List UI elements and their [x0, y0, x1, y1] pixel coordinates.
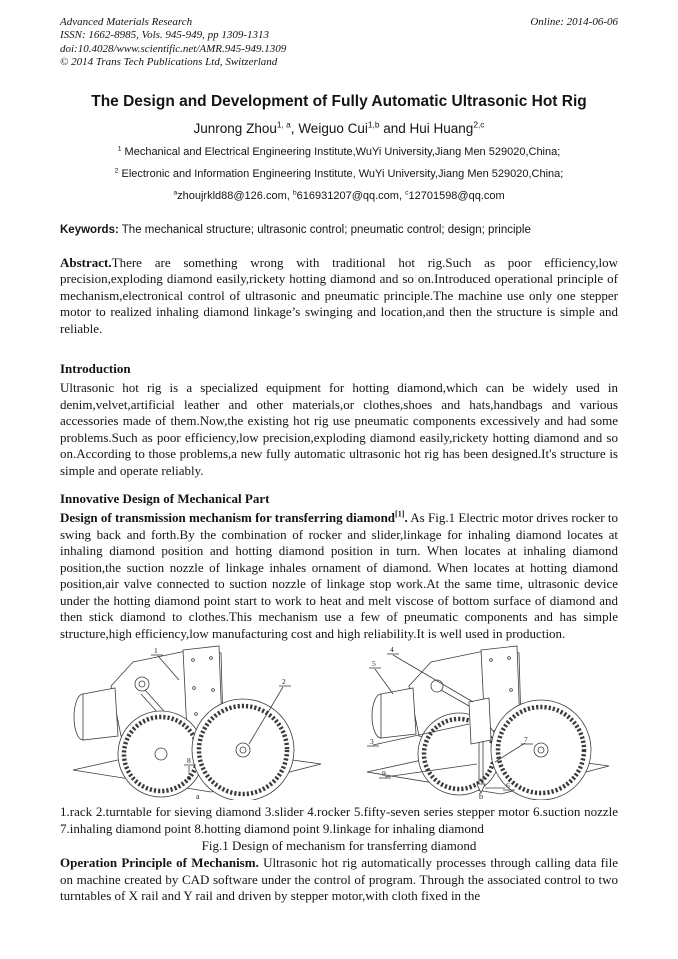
design-lead-period: . [404, 510, 408, 526]
design-paragraph [60, 510, 618, 642]
journal-header-left [60, 16, 286, 70]
callout-stepper-motor-number: 5 [372, 659, 376, 669]
subfigure-a-label: a [196, 792, 200, 801]
paper-title: The Design and Development of Fully Automatic Ultrasonic Hot Rig [91, 92, 587, 110]
email-a: zhoujrkld88@126.com, [177, 189, 293, 202]
abstract-text: There are something wrong with traditional hot rig.Such as poor efficiency,low precision,exploding diamond easily,rickety hotting diamond and so on.Introduced operational principle of mechanism,electronical control of ultrasonic and pneumatic principle.The machine use only one stepper motor to realized inhaling diamond linkage’s swinging and location,and then the structure is simple and reliable. [60, 254, 618, 336]
author-sup-2: 1,b [367, 119, 380, 130]
author-name-3: Hui Huang [409, 120, 474, 136]
section-heading-introduction: Introduction [60, 361, 131, 377]
design-text: As Fig.1 Electric motor drives rocker to swing back and forth.By the combination of rocker and slider,linkage for inhaling diamond locates at inhaling diamond position and hotting diamond position in turn. When locates at inhaling diamond position,the suction nozzle of linkage inhales ornament of diamond. When locates at hotting diamond position,air valve connected to suction nozzle of linkage stop work.At the same time, ultrasonic device under the hotting diamond point start to work to heat and melt viscose of bottom surface of diamond and then stick diamond to clothes.This mechanism use a few of pneumatic components and has simple structure,high efficiency,low manufacturing cost and high reliability.It is well used in production. [60, 510, 619, 641]
email-sup-c: c [405, 188, 409, 196]
keywords-line [60, 223, 618, 237]
citation-ref-1: [1] [395, 509, 405, 519]
operation-text: Ultrasonic hot rig automatically processes through calling data file on machine created by CAD software under the control of program. Through the associated control to two turntables of X rail and Y rail and driven by stepper motor,with cloth fixed in the [60, 855, 618, 904]
author-sup-1: 1, a [276, 119, 291, 130]
keywords-text: The mechanical structure; ultrasonic control; pneumatic control; design; principle [118, 223, 531, 236]
section-heading-innovative-design: Innovative Design of Mechanical Part [60, 491, 270, 507]
callout-linkage-number: 9 [382, 769, 386, 779]
abstract-label: Abstract. [60, 254, 112, 270]
front-turntable-hub-b [534, 743, 548, 757]
journal-doi-line: doi:10.4028/www.scientific.net/AMR.945-949.1309 [60, 42, 287, 55]
figure-1b-drawing [353, 644, 615, 800]
callout-rack-number: 1 [154, 646, 158, 656]
rear-turntable-hub-a [155, 748, 167, 760]
author-sup-3: 2,c [473, 119, 485, 130]
callout-hotting-point-number: 8 [187, 756, 191, 766]
abstract-paragraph [60, 255, 618, 338]
callout-leader [375, 669, 393, 694]
affiliation-1-sup: 1 [117, 144, 122, 152]
operation-lead: Operation Principle of Mechanism. [60, 855, 259, 871]
affiliation-1-text: Mechanical and Electrical Engineering Institute,WuYi University,Jiang Men 529020,China; [121, 145, 561, 158]
operation-paragraph [60, 855, 618, 905]
figure-1 [60, 644, 618, 800]
journal-name: Advanced Materials Research [60, 16, 193, 28]
authors-line [60, 120, 618, 137]
figure-1-part-list: 1.rack 2.turntable for sieving diamond 3.slider 4.rocker 5.fifty-seven series stepper motor 6.suction nozzle 7.inhaling diamond point 8.hotting diamond point 9.linkage for inhaling diamond [60, 804, 618, 836]
journal-issn-line: ISSN: 1662-8985, Vols. 945-949, pp 1309-1313 [60, 29, 269, 42]
callout-inhaling-point-number: 7 [524, 735, 528, 745]
email-b: 616931207@qq.com, [296, 189, 406, 202]
front-turntable-hub-a [236, 743, 250, 757]
affiliation-2-text: Electronic and Information Engineering Institute, WuYi University,Jiang Men 529020,China; [118, 167, 564, 180]
design-lead: Design of transmission mechanism for transferring diamond [60, 510, 396, 526]
author-emails [60, 190, 618, 203]
email-sup-b: b [292, 188, 297, 196]
email-c: 12701598@qq.com [408, 189, 505, 202]
figure-1a-drawing [63, 644, 335, 800]
author-separator: and [379, 120, 410, 136]
author-separator: , [290, 120, 299, 136]
motor-body-b [381, 688, 416, 738]
motor-body-a [83, 688, 118, 740]
hotting-diamond-point-marker [187, 776, 191, 780]
author-name-1: Junrong Zhou [193, 120, 277, 136]
journal-header [60, 16, 618, 70]
keywords-label: Keywords: [60, 223, 119, 236]
journal-copyright-line: © 2014 Trans Tech Publications Ltd, Switzerland [60, 56, 278, 69]
callout-slider-number: 3 [370, 737, 374, 747]
slider-block-b [469, 698, 491, 744]
callout-turntable-number: 2 [282, 677, 286, 687]
online-date: Online: 2014-06-06 [530, 16, 618, 28]
callout-suction-nozzle-number: 6 [506, 781, 510, 791]
email-sup-a: a [173, 188, 178, 196]
affiliation-2-sup: 2 [114, 166, 119, 174]
author-name-2: Weiguo Cui [298, 120, 368, 136]
introduction-paragraph: Ultrasonic hot rig is a specialized equipment for hotting diamond,which can be widely used in denim,velvet,artificial leather and other materials,or clothes,shoes and hats,handbags and various accessories made of them.Now,the existing hot rig use pneumatic components excessively and had some problems.Such as poor efficiency,low precision,exploding diamond easily,rickety hotting diamond and so on.According to those problems,a new fully automatic ultrasonic hot rig has been designed.It's structure is simple and operate reliably. [60, 380, 618, 478]
callout-rocker-number: 4 [390, 645, 394, 655]
figure-1-caption: Fig.1 Design of mechanism for transferring diamond [201, 838, 477, 854]
affiliation-1 [60, 146, 618, 159]
affiliation-2 [60, 168, 618, 181]
subfigure-b-label: b [479, 792, 483, 801]
